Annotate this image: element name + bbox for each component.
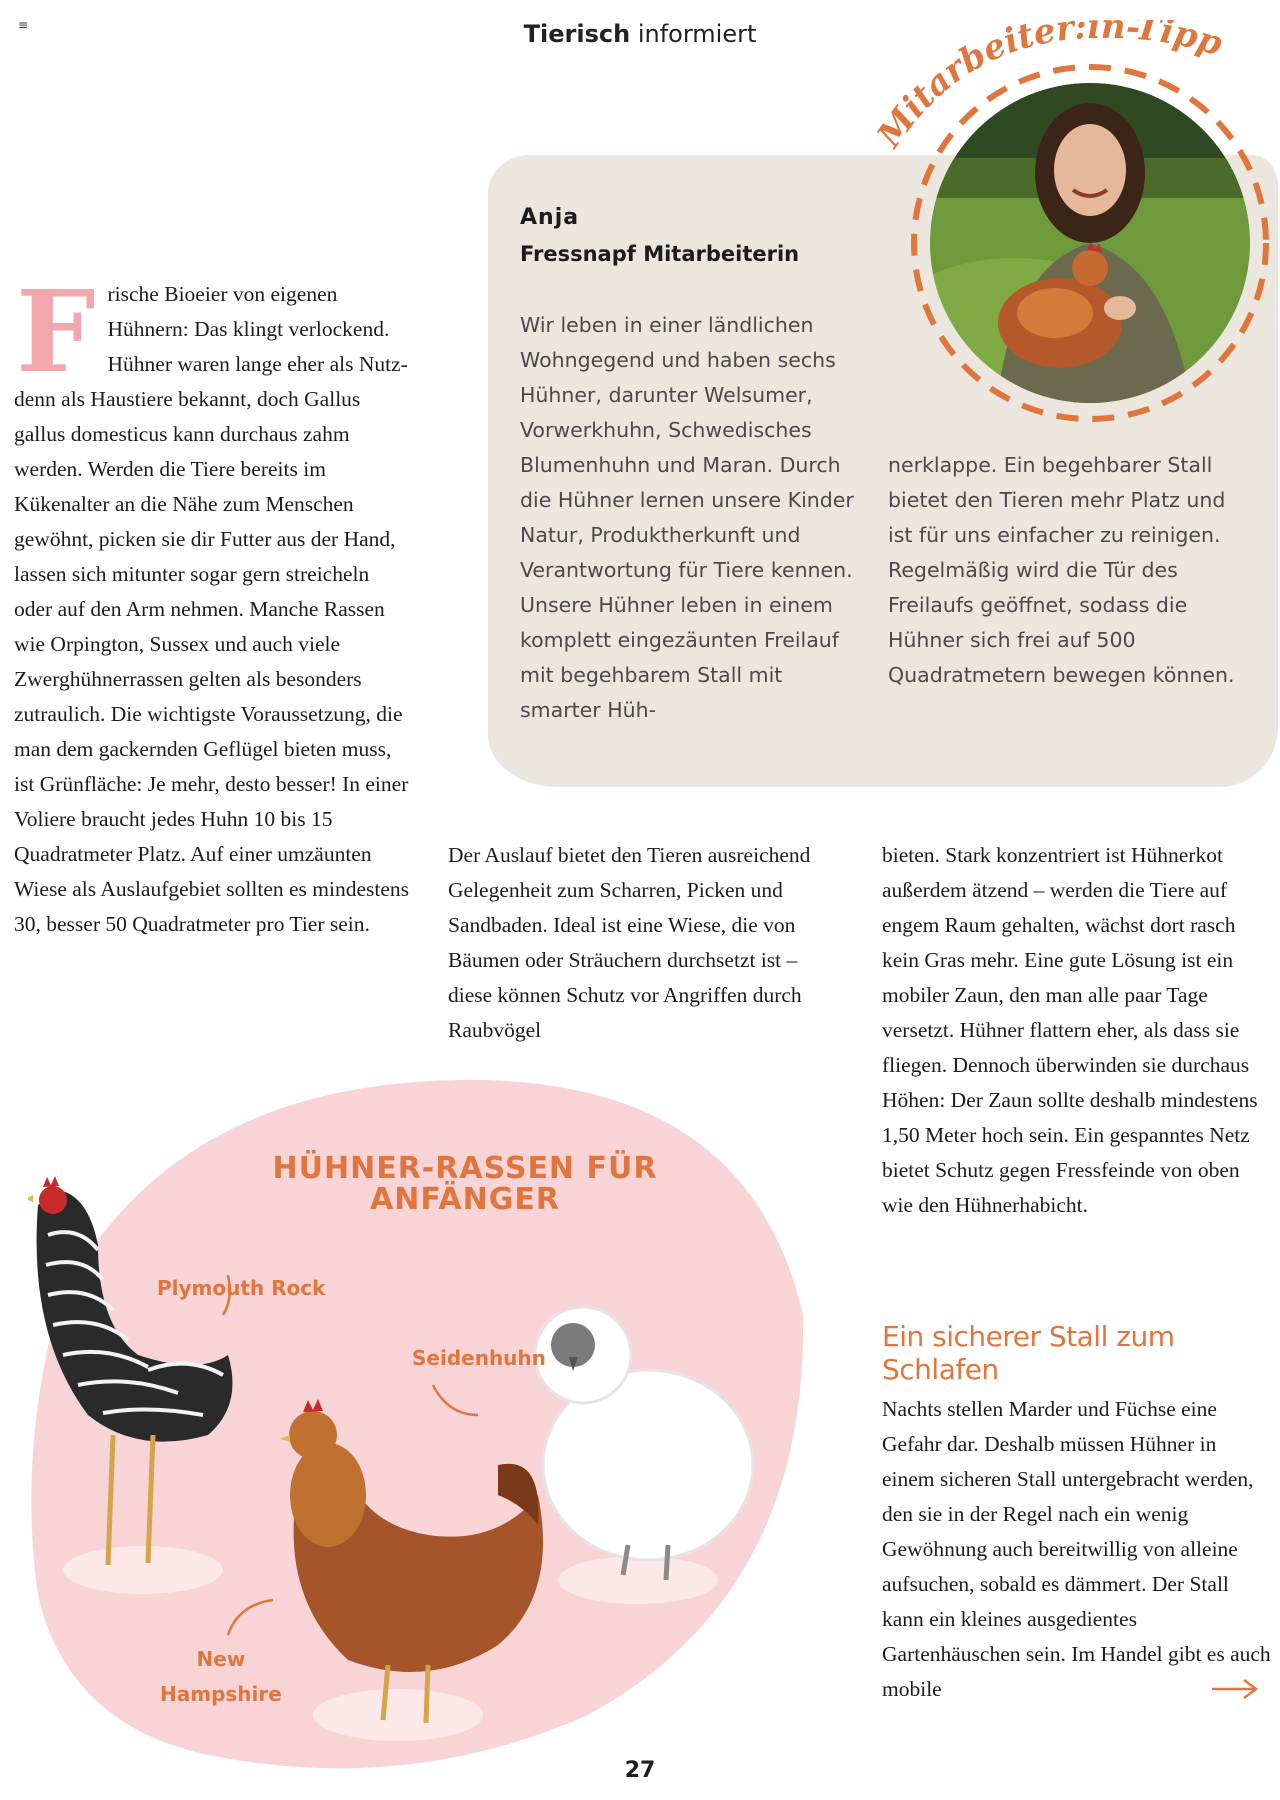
article-col3-text: bieten. Stark konzentriert ist Hühnerkot außerdem ätzend – werden die Tiere auf engem Raum gehalten, wächst dort rasch kein Gras mehr. Eine gute Lösung ist ein mobiler Zaun, den man alle paar Tage versetzt. Hühner flattern eher, als dass sie fliegen. Dennoch überwinden sie durchaus Höhen: Der Zaun sollte deshalb mindestens 1,50 Meter hoch sein. Ein gespanntes Netz bietet Schutz gegen Fressfeinde von oben wie den Hühnerhabicht. <box>882 843 1258 1217</box>
tip-role: Fressnapf Mitarbeiterin <box>520 242 800 266</box>
tip-text-left: Wir leben in einer ländlichen Wohngegend und haben sechs Hühner, darunter Welsumer, Vorwerkhuhn, Schwedisches Blumenhuhn und Maran. Durch die Hühner lernen unsere Kinder Natur, Produktherkunft und Verantwortung für Tiere kennen. Unsere Hühner leben in einem komplett eingezäunten Freilauf mit begehbarem Stall mit smarter Hüh- <box>520 313 854 722</box>
tip-badge-text: Mitarbeiter:in-Tipp <box>869 20 1227 155</box>
article-column-1 <box>14 267 410 942</box>
breed-label-hampshire: Hampshire <box>160 1682 282 1706</box>
article-column-3 <box>882 838 1272 1223</box>
article-col1-text: rische Bioeier von eigenen Hühnern: Das klingt verlockend. Hühner waren lange eher als Nutz- denn als Haustiere bekannt, doch Gallus gallus domesticus kann durchaus zahm werden. Werden die Tiere bereits im Kükenalter an die Nähe zum Menschen gewöhnt, picken sie dir Futter aus der Hand, lassen sich mitunter sogar gern streicheln oder auf den Arm nehmen. Manche Rassen wie Orpington, Sussex und auch viele Zwerghühnerrassen gelten als besonders zutraulich. Die wichtigste Voraussetzung, die man dem gackernden Geflügel bieten muss, ist Grünfläche: Je mehr, desto besser! In einer Voliere braucht jedes Huhn 10 bis 15 Quadratmeter Platz. Auf einer umzäunten Wiese als Auslaufgebiet sollten es mindestens 30, besser 50 Quadratmeter pro Tier sein. <box>14 282 410 936</box>
breed-label-new-hampshire <box>160 1642 282 1712</box>
article-column-3b <box>882 1392 1274 1707</box>
svg-text:Mitarbeiter:in-Tipp <box>869 20 1227 156</box>
breeds-title <box>160 1153 770 1215</box>
menu-icon[interactable]: ≡ <box>18 18 29 32</box>
breeds-title-line2: ANFÄNGER <box>370 1182 560 1217</box>
subheading: Ein sicherer Stall zum Schlafen <box>882 1320 1175 1386</box>
drop-cap: F <box>16 267 96 398</box>
tip-name: Anja <box>520 205 580 230</box>
header-bold: Tierisch <box>523 20 631 48</box>
breeds-title-line1: HÜHNER-RASSEN FÜR <box>272 1151 658 1186</box>
tip-text-right: nerklappe. Ein begehbarer Stall bietet den Tieren mehr Platz und ist für uns einfacher zu reinigen. Regelmäßig wird die Tür des Freilaufs geöffnet, sodass die Hühner sich frei auf 500 Quadratmetern bewegen können. <box>888 453 1235 687</box>
breed-label-plymouth-rock: Plymouth Rock <box>157 1276 326 1300</box>
article-col3b-text: Nachts stellen Marder und Füchse eine Gefahr dar. Deshalb müssen Hühner in einem sicheren Stall untergebracht werden, den sie in der Regel nach ein wenig Gewöhnung auch bereitwillig von alleine aufsuchen, sobald es dämmert. Der Stall kann ein kleines ausgedientes Gartenhäuschen sein. Im Handel gibt es auch mobile <box>882 1397 1271 1701</box>
article-col2-text: Der Auslauf bietet den Tieren ausreichend Gelegenheit zum Scharren, Picken und Sandbaden. Ideal ist eine Wiese, die von Bäumen oder Sträuchern durchsetzt ist – diese können Schutz vor Angriffen durch Raubvögel <box>448 843 811 1042</box>
header-regular: informiert <box>637 20 757 48</box>
continue-arrow-icon[interactable] <box>1210 1677 1260 1706</box>
article-column-2 <box>448 838 838 1048</box>
page-number: 27 <box>624 1758 656 1783</box>
breed-label-seidenhuhn: Seidenhuhn <box>412 1346 546 1370</box>
tip-badge <box>855 20 1275 180</box>
breed-label-new: New <box>196 1647 246 1671</box>
